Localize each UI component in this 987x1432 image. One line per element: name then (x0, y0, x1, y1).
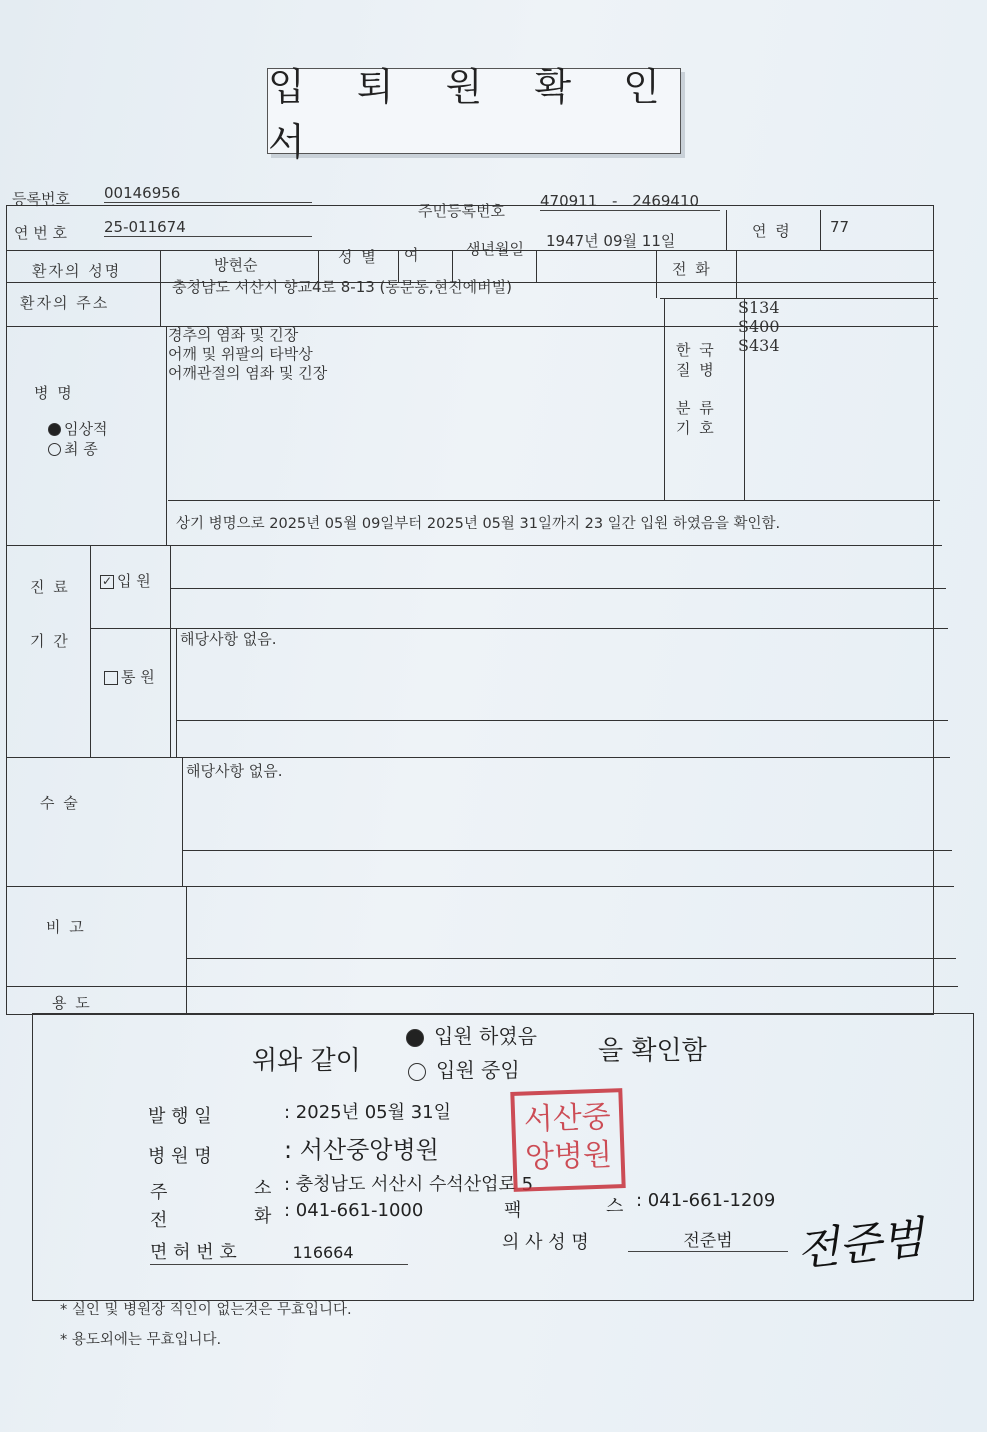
reg-no-value: 00146956 (104, 184, 312, 203)
diagnosis-label: 병 명 (34, 384, 74, 402)
final-radio (48, 443, 61, 456)
age-label: 연 령 (752, 222, 792, 240)
doctor-name: 전준범 (628, 1226, 788, 1252)
admitted-radio (406, 1029, 424, 1047)
rrn-dash: - (612, 192, 618, 210)
purpose-label: 용 도 (52, 994, 92, 1012)
final-option (48, 438, 98, 459)
kcd-label-4: 기 호 (676, 419, 716, 437)
confirm-option-inpatient (408, 1054, 520, 1083)
admitted-text: 입원 하였음 (434, 1024, 537, 1048)
rrn-front: 470911 (540, 192, 598, 210)
kcd-label (676, 340, 716, 438)
address-value: 충청남도 서산시 향교4로 8-13 (동문동,현진에버빌) (172, 278, 512, 296)
diagnosis-item: 경추의 염좌 및 긴장 (168, 326, 299, 344)
confirm-option-admitted (406, 1020, 537, 1049)
sex-label: 성 별 (338, 248, 378, 266)
phone-label: 전 화 (672, 260, 712, 278)
rrn-back: 2469410 (632, 192, 700, 210)
kcd-codes (738, 298, 780, 355)
hospital-label: 병 원 명 (148, 1146, 212, 1167)
fax-label-b: 스 (606, 1196, 624, 1217)
address-label-b: 소 (254, 1178, 272, 1199)
doctor-signature: 전준범 (794, 1212, 927, 1277)
clinical-option (48, 418, 107, 439)
tel-label-b: 화 (254, 1206, 272, 1227)
hospital-address: : 충청남도 서산시 수석산업로 5 (284, 1174, 534, 1195)
birth-label: 생년월일 (466, 240, 524, 258)
outpatient-label: 통 원 (121, 668, 155, 686)
serial-label: 연 번 호 (14, 224, 68, 242)
footer-note: * 용도외에는 무효입니다. (60, 1332, 222, 1348)
hospital-seal: 서산중 앙병원 (510, 1088, 625, 1192)
rrn-label: 주민등록번호 (418, 202, 505, 220)
serial-value: 25-011674 (104, 218, 312, 237)
kcd-label-1: 한 국 (676, 341, 716, 359)
diagnosis-item: 어깨 및 위팔의 타박상 (168, 345, 313, 363)
tel-label-a: 전 (150, 1210, 168, 1231)
issue-date: : 2025년 05월 31일 (284, 1102, 452, 1123)
patient-name: 방현순 (214, 256, 258, 274)
hospital-name: : 서산중앙병원 (284, 1136, 439, 1164)
confirm-prefix: 위와 같이 (252, 1046, 361, 1076)
fax-label-a: 팩 (504, 1200, 522, 1221)
reg-no-label: 등록번호 (12, 190, 70, 208)
kcd-code: S434 (738, 336, 780, 355)
outpatient-option (104, 666, 155, 687)
outpatient-text: 해당사항 없음. (180, 630, 277, 648)
surgery-label: 수 술 (40, 794, 80, 812)
doctor-label: 의 사 성 명 (502, 1232, 589, 1253)
sex-value: 여 (404, 246, 419, 264)
license-field (150, 1238, 408, 1265)
license-label: 면 허 번 호 (150, 1242, 237, 1263)
confirm-suffix: 을 확인함 (598, 1036, 707, 1066)
kcd-code: S400 (738, 317, 780, 336)
patient-name-label: 환자의 성명 (32, 262, 122, 280)
outpatient-checkbox (104, 671, 118, 685)
remarks-label: 비 고 (46, 918, 86, 936)
hospital-fax: : 041-661-1209 (636, 1190, 776, 1211)
address-label-a: 주 (150, 1182, 168, 1203)
footer-note: * 실인 및 병원장 직인이 없는것은 무효입니다. (60, 1302, 352, 1318)
inpatient-label: 입 원 (117, 572, 151, 590)
surgery-text: 해당사항 없음. (186, 762, 283, 780)
final-text: 최 종 (64, 440, 98, 458)
hospital-tel: : 041-661-1000 (284, 1200, 424, 1221)
inpatient-checkbox: ✓ (101, 573, 113, 588)
birth-value: 1947년 09월 11일 (546, 232, 676, 250)
period-label-1: 진 료 (30, 578, 70, 596)
address-label: 환자의 주소 (20, 294, 110, 312)
issue-date-label: 발 행 일 (148, 1106, 212, 1127)
period-label-2: 기 간 (30, 632, 70, 650)
inpatient-radio (408, 1063, 426, 1081)
diagnosis-list (168, 326, 327, 383)
inpatient-now-text: 입원 중임 (436, 1058, 520, 1082)
kcd-code: S134 (738, 298, 780, 317)
clinical-radio (48, 423, 61, 436)
diagnosis-item: 어깨관절의 염좌 및 긴장 (168, 364, 328, 382)
inpatient-text: 상기 병명으로 2025년 05월 09일부터 2025년 05월 31일까지 23 일간 입원 하였음을 확인함. (176, 516, 781, 532)
age-value: 77 (830, 218, 850, 236)
inpatient-option (100, 570, 151, 591)
clinical-text: 임상적 (64, 420, 108, 438)
kcd-label-2: 질 병 (676, 361, 716, 379)
kcd-label-3: 분 류 (676, 399, 716, 417)
license-number: 116664 (292, 1243, 354, 1262)
document-title: 입 퇴 원 확 인 서 (268, 65, 680, 164)
